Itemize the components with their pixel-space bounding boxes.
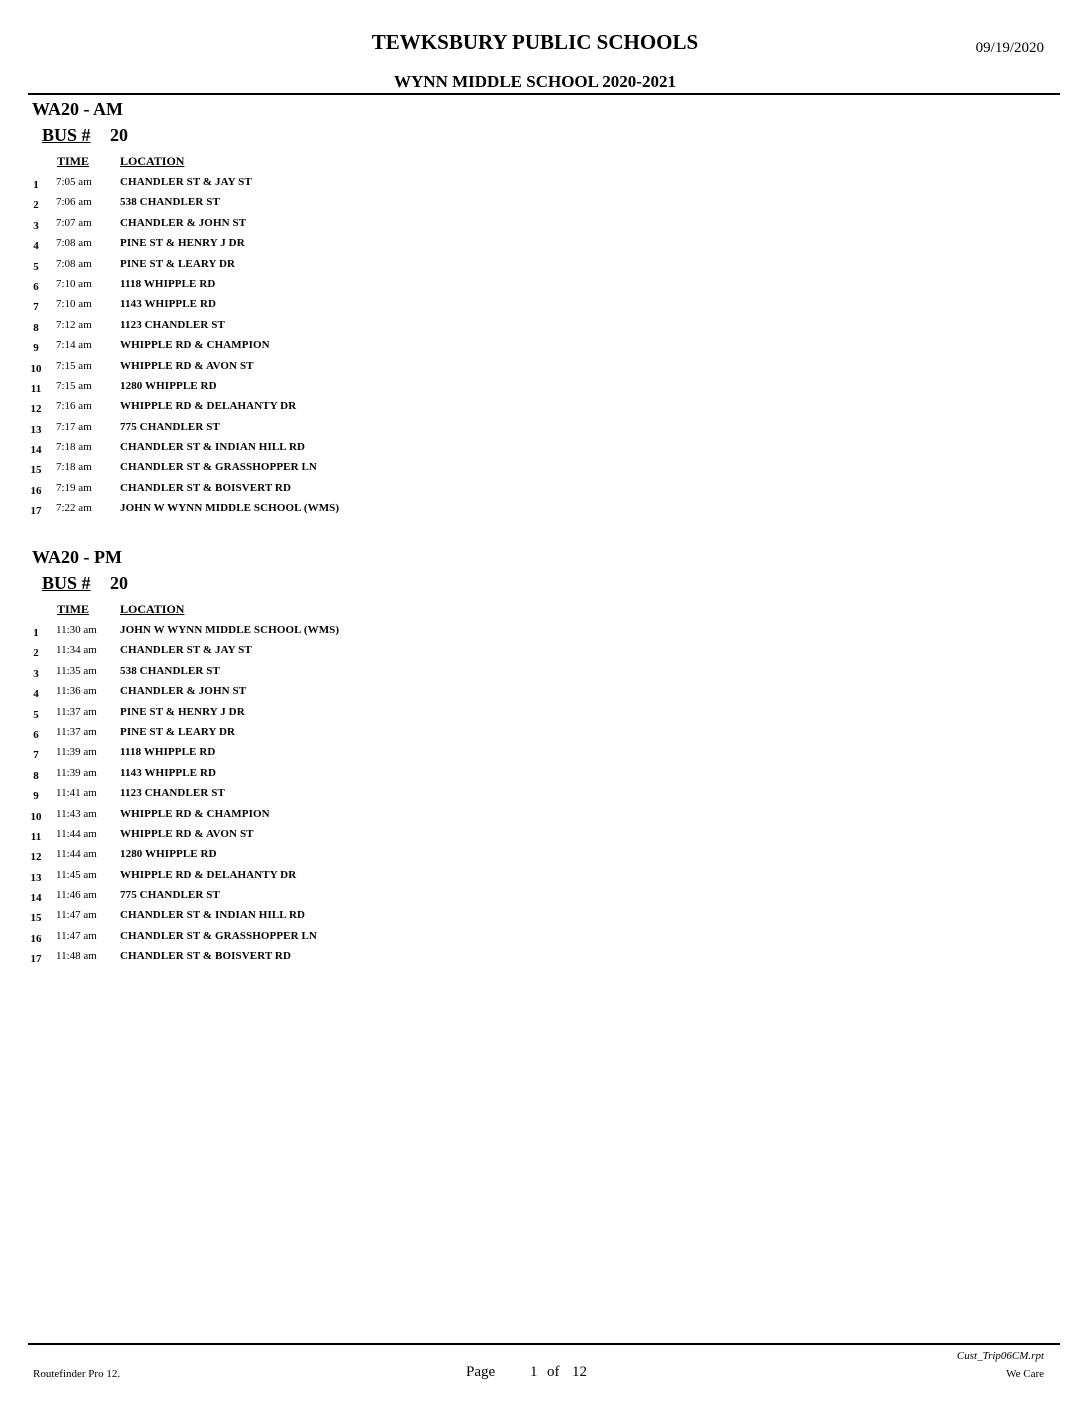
table-row <box>0 784 1088 804</box>
stop-number: 7 <box>33 749 39 762</box>
stop-location: CHANDLER ST & BOISVERT RD <box>120 950 292 963</box>
stop-location: PINE ST & LEARY DR <box>120 725 236 738</box>
stop-time: 11:44 am <box>56 848 97 861</box>
stop-location: CHANDLER & JOHN ST <box>120 685 247 698</box>
table-row <box>0 825 1088 845</box>
stop-time: 7:17 am <box>56 420 92 433</box>
table-row <box>0 397 1088 417</box>
stop-time: 7:15 am <box>56 379 92 392</box>
table-row <box>0 805 1088 825</box>
table-row <box>0 621 1088 641</box>
location-column-header: LOCATION <box>120 154 185 168</box>
software-name: Routefinder Pro 12. <box>33 1368 121 1380</box>
table-row <box>0 438 1088 458</box>
table-row <box>0 927 1088 947</box>
stop-number: 2 <box>33 199 39 212</box>
stop-location: 1143 WHIPPLE RD <box>120 298 217 311</box>
stop-number: 8 <box>33 321 39 334</box>
table-row <box>0 234 1088 254</box>
stop-location: CHANDLER ST & JAY ST <box>120 176 252 188</box>
stop-time: 7:10 am <box>56 298 92 311</box>
stop-number: 10 <box>30 362 42 375</box>
table-row <box>0 295 1088 315</box>
stop-number: 13 <box>30 423 42 436</box>
stop-number: 17 <box>30 505 42 518</box>
stop-location: 1123 CHANDLER ST <box>120 787 225 800</box>
stop-time: 7:18 am <box>56 441 92 454</box>
header-divider <box>28 93 1060 95</box>
bus-number: 20 <box>110 573 128 593</box>
stop-time: 7:08 am <box>56 257 92 270</box>
stop-number: 10 <box>30 810 42 823</box>
section-title: WA20 - AM <box>32 99 123 119</box>
stop-location: 1123 CHANDLER ST <box>120 318 225 331</box>
table-row <box>0 173 1088 193</box>
stop-number: 1 <box>33 179 39 191</box>
stop-number: 11 <box>30 830 42 843</box>
table-row <box>0 641 1088 661</box>
table-row <box>0 214 1088 234</box>
stop-number: 9 <box>33 790 39 803</box>
stop-location: JOHN W WYNN MIDDLE SCHOOL (WMS) <box>120 502 340 515</box>
stop-number: 14 <box>30 892 42 905</box>
table-row <box>0 886 1088 906</box>
table-row <box>0 764 1088 784</box>
stop-number: 5 <box>33 260 39 273</box>
bus-label: BUS # <box>42 573 91 593</box>
table-row <box>0 723 1088 743</box>
stop-time: 11:46 am <box>56 889 97 902</box>
stop-location: 775 CHANDLER ST <box>120 420 220 433</box>
report-filename: Cust_Trip06CM.rpt <box>956 1350 1044 1362</box>
stop-location: PINE ST & LEARY DR <box>120 257 236 270</box>
stop-number: 4 <box>33 240 39 253</box>
stop-time: 11:30 am <box>56 624 97 636</box>
stop-time: 11:37 am <box>56 725 97 738</box>
stop-number: 14 <box>30 444 42 457</box>
stop-time: 7:19 am <box>56 481 92 494</box>
stop-time: 11:44 am <box>56 827 97 840</box>
stop-time: 7:12 am <box>56 318 92 331</box>
table-row <box>0 336 1088 356</box>
table-row <box>0 479 1088 499</box>
stop-location: 1280 WHIPPLE RD <box>120 848 217 861</box>
stop-location: CHANDLER & JOHN ST <box>120 216 247 229</box>
stop-number: 12 <box>30 403 42 416</box>
page-total: 12 <box>572 1364 587 1380</box>
stop-location: CHANDLER ST & INDIAN HILL RD <box>120 441 306 454</box>
stop-location: 1280 WHIPPLE RD <box>120 379 217 392</box>
stop-number: 1 <box>33 627 39 639</box>
table-row <box>0 418 1088 438</box>
table-row <box>0 845 1088 865</box>
stop-time: 11:36 am <box>56 685 97 698</box>
footer-tagline: We Care <box>1006 1368 1044 1380</box>
stop-location: CHANDLER ST & JAY ST <box>120 644 252 657</box>
page-title: TEWKSBURY PUBLIC SCHOOLS <box>371 30 699 54</box>
stop-time: 11:41 am <box>56 787 97 800</box>
stop-time: 11:47 am <box>56 929 97 942</box>
page-label: Page <box>466 1364 496 1380</box>
stop-number: 16 <box>30 932 42 945</box>
stop-location: JOHN W WYNN MIDDLE SCHOOL (WMS) <box>120 624 340 636</box>
table-row <box>0 316 1088 336</box>
stop-number: 13 <box>30 871 42 884</box>
stop-location: WHIPPLE RD & CHAMPION <box>120 807 270 820</box>
bus-label: BUS # <box>42 125 91 145</box>
stop-time: 11:35 am <box>56 664 97 677</box>
stop-number: 6 <box>33 728 39 741</box>
stop-list <box>0 621 1088 968</box>
stop-number: 15 <box>30 912 42 925</box>
stop-number: 7 <box>33 301 39 314</box>
stop-time: 7:08 am <box>56 237 92 250</box>
stop-time: 7:22 am <box>56 502 92 515</box>
stop-location: 1118 WHIPPLE RD <box>120 746 216 759</box>
table-row <box>0 255 1088 275</box>
stop-time: 7:10 am <box>56 277 92 290</box>
stop-time: 11:48 am <box>56 950 97 963</box>
table-row <box>0 703 1088 723</box>
stop-location: WHIPPLE RD & AVON ST <box>120 359 254 372</box>
stop-location: WHIPPLE RD & DELAHANTY DR <box>120 400 297 413</box>
stop-location: CHANDLER ST & BOISVERT RD <box>120 481 292 494</box>
stop-time: 11:39 am <box>56 766 97 779</box>
stop-number: 8 <box>33 769 39 782</box>
stop-number: 3 <box>33 219 39 232</box>
stop-number: 15 <box>30 464 42 477</box>
stop-number: 16 <box>30 484 42 497</box>
stop-number: 6 <box>33 280 39 293</box>
section-title: WA20 - PM <box>32 547 122 567</box>
stop-location: WHIPPLE RD & DELAHANTY DR <box>120 868 297 881</box>
table-row <box>0 662 1088 682</box>
stop-number: 4 <box>33 688 39 701</box>
bus-number: 20 <box>110 125 128 145</box>
location-column-header: LOCATION <box>120 602 185 616</box>
stop-location: WHIPPLE RD & AVON ST <box>120 827 254 840</box>
stop-list <box>0 173 1088 520</box>
stop-time: 11:47 am <box>56 909 97 922</box>
table-row <box>0 357 1088 377</box>
stop-location: 538 CHANDLER ST <box>120 664 220 677</box>
table-row <box>0 275 1088 295</box>
stop-location: WHIPPLE RD & CHAMPION <box>120 339 270 352</box>
stop-number: 2 <box>33 647 39 660</box>
stop-location: CHANDLER ST & INDIAN HILL RD <box>120 909 306 922</box>
stop-location: 1143 WHIPPLE RD <box>120 766 217 779</box>
time-column-header: TIME <box>57 602 90 616</box>
table-row <box>0 499 1088 519</box>
stop-time: 7:07 am <box>56 216 92 229</box>
stop-time: 7:05 am <box>56 176 92 188</box>
time-column-header: TIME <box>57 154 90 168</box>
page-number: 1 <box>530 1364 538 1380</box>
stop-location: CHANDLER ST & GRASSHOPPER LN <box>120 929 317 942</box>
table-row <box>0 458 1088 478</box>
stop-location: PINE ST & HENRY J DR <box>120 237 245 250</box>
stop-time: 7:15 am <box>56 359 92 372</box>
stop-number: 5 <box>33 708 39 721</box>
stop-time: 11:37 am <box>56 705 97 718</box>
table-row <box>0 377 1088 397</box>
table-row <box>0 682 1088 702</box>
stop-time: 11:43 am <box>56 807 97 820</box>
of-label: of <box>547 1364 560 1380</box>
stop-location: 1118 WHIPPLE RD <box>120 277 216 290</box>
stop-time: 11:34 am <box>56 644 97 657</box>
table-row <box>0 193 1088 213</box>
stop-number: 3 <box>33 667 39 680</box>
stop-time: 7:06 am <box>56 196 92 209</box>
stop-location: PINE ST & HENRY J DR <box>120 705 245 718</box>
table-row <box>0 947 1088 967</box>
table-row <box>0 743 1088 763</box>
stop-location: 538 CHANDLER ST <box>120 196 220 209</box>
footer-divider <box>28 1343 1060 1345</box>
stop-location: CHANDLER ST & GRASSHOPPER LN <box>120 461 317 474</box>
stop-number: 9 <box>33 342 39 355</box>
stop-number: 17 <box>30 953 42 966</box>
report-date: 09/19/2020 <box>975 40 1044 56</box>
page-subtitle: WYNN MIDDLE SCHOOL 2020-2021 <box>394 72 676 91</box>
table-row <box>0 906 1088 926</box>
stop-time: 11:39 am <box>56 746 97 759</box>
stop-number: 11 <box>30 382 42 395</box>
table-row <box>0 866 1088 886</box>
stop-location: 775 CHANDLER ST <box>120 889 220 902</box>
stop-time: 11:45 am <box>56 868 97 881</box>
stop-time: 7:14 am <box>56 339 92 352</box>
stop-time: 7:18 am <box>56 461 92 474</box>
stop-time: 7:16 am <box>56 400 92 413</box>
stop-number: 12 <box>30 851 42 864</box>
